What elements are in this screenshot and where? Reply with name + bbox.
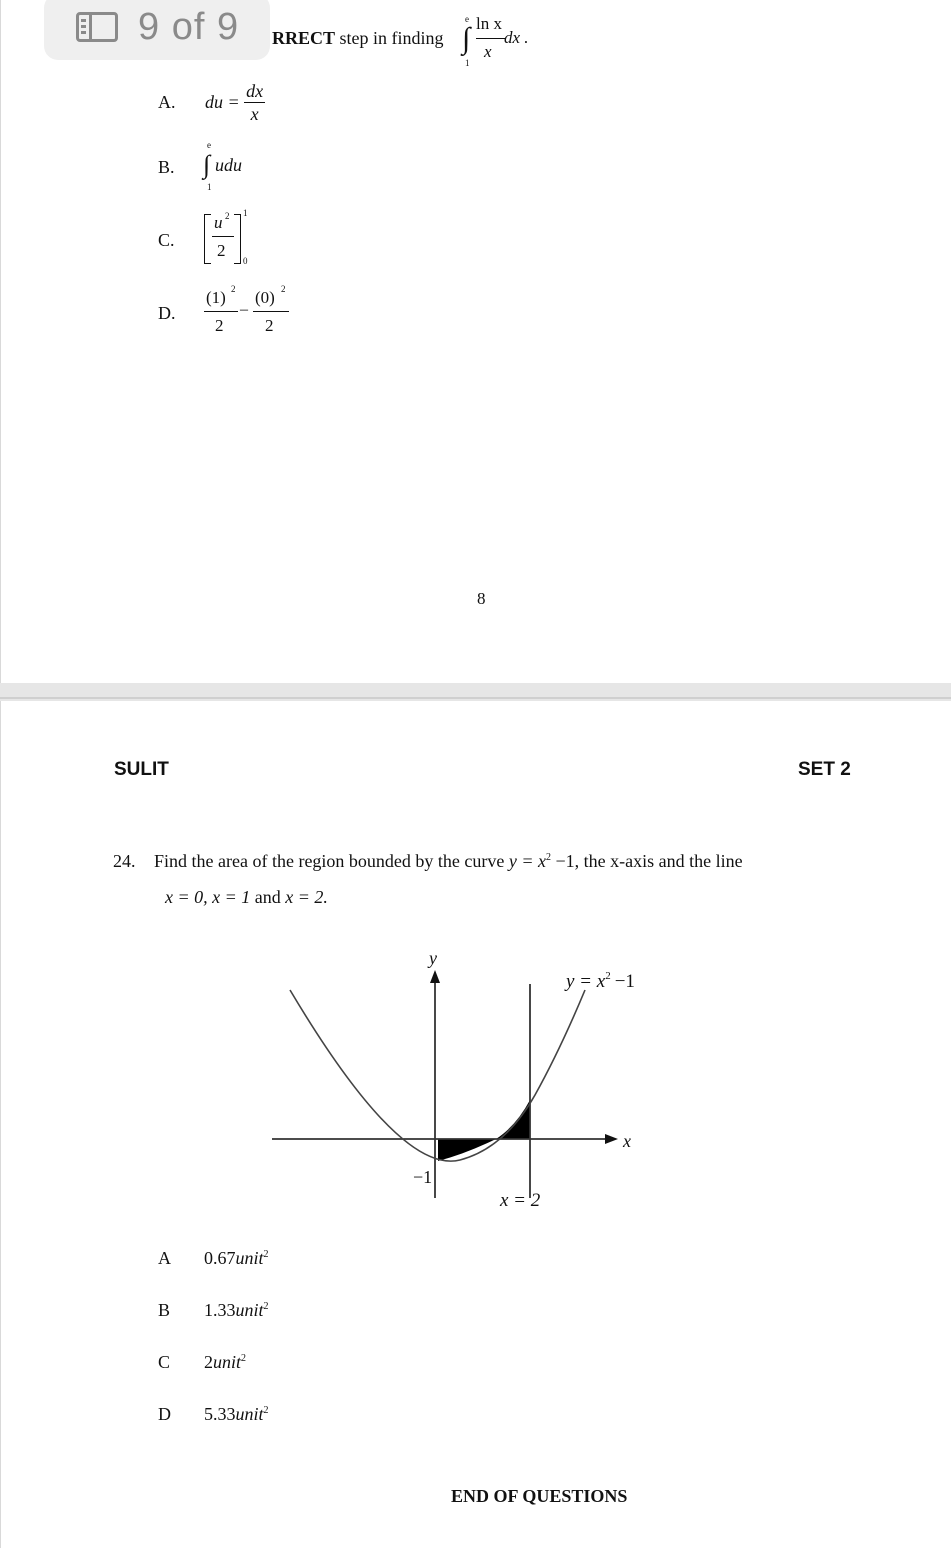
header-sulit: SULIT — [114, 759, 169, 780]
stem-integral: ∫ e 1 ln x x dx . — [462, 14, 529, 68]
answer-a-letter: A — [158, 1248, 171, 1268]
option-a-den: x — [250, 104, 259, 124]
stem-part2: the x-axis and the line — [583, 851, 743, 871]
answer-c[interactable] — [204, 1352, 246, 1373]
question-23-stem — [270, 28, 444, 49]
end-of-questions: END OF QUESTIONS — [451, 1486, 628, 1506]
stem-part1: Find the area of the region bounded by the curve — [154, 851, 505, 871]
answer-d[interactable] — [204, 1404, 269, 1425]
answer-c-exp: 2 — [241, 1353, 247, 1364]
option-b-letter: B. — [158, 157, 175, 177]
lines-and: and — [254, 887, 281, 907]
option-d-minus: – — [240, 301, 248, 318]
answer-d-letter: D — [158, 1404, 171, 1424]
option-d-num1: (1) — [206, 288, 226, 307]
answer-b-unit: unit — [235, 1300, 264, 1320]
lines-a: x = 0, x = 1 — [165, 887, 251, 907]
answer-c-value: 2 — [204, 1352, 213, 1372]
answer-a-value: 0.67 — [204, 1248, 236, 1268]
integral-upper: e — [465, 14, 469, 24]
answer-c-letter: C — [158, 1352, 171, 1372]
page-counter[interactable] — [44, 0, 270, 60]
option-c-num: u — [214, 213, 223, 232]
lines-b: x = 2. — [285, 887, 328, 907]
answer-d-unit: unit — [235, 1404, 264, 1424]
answer-b[interactable] — [204, 1300, 269, 1321]
option-c-math[interactable] — [200, 208, 260, 270]
integrand-tail: dx . — [504, 28, 529, 47]
x-axis-label: x — [623, 1131, 631, 1151]
answer-d-value: 5.33 — [204, 1404, 236, 1424]
option-a-letter: A. — [158, 92, 176, 112]
question-number: 24. — [113, 851, 136, 871]
option-b-lower: 1 — [207, 182, 212, 192]
shaded-region-above-axis — [496, 1100, 530, 1139]
answer-d-exp: 2 — [263, 1405, 269, 1416]
page-number: 8 — [477, 589, 486, 608]
option-d-exp2: 2 — [281, 284, 286, 294]
y-axis-label: y — [429, 948, 437, 968]
answer-b-value: 1.33 — [204, 1300, 236, 1320]
integrand-denominator: x — [484, 42, 492, 61]
option-d-math[interactable] — [204, 284, 304, 344]
option-c-den: 2 — [217, 241, 226, 260]
page-separator-line — [0, 697, 951, 699]
answer-c-unit: unit — [213, 1352, 242, 1372]
integral-lower: 1 — [465, 58, 470, 68]
option-d-den2: 2 — [265, 316, 274, 335]
option-a-lhs: du = — [205, 92, 240, 112]
answer-a-exp: 2 — [263, 1249, 269, 1260]
option-d-num2: (0) — [255, 288, 275, 307]
answer-b-exp: 2 — [263, 1301, 269, 1312]
parabola-curve — [290, 990, 585, 1161]
option-c-letter: C. — [158, 230, 175, 250]
option-c-upper: 1 — [243, 208, 248, 218]
line-label: x = 2 — [500, 1190, 541, 1211]
curve-exp: 2 — [546, 852, 552, 863]
answer-a[interactable] — [204, 1248, 269, 1269]
sidebar-icon[interactable] — [76, 12, 118, 42]
option-b-math[interactable]: ∫ e 1 udu — [203, 140, 242, 192]
tick-label-minus-1: −1 — [413, 1167, 433, 1187]
answer-a-unit: unit — [235, 1248, 264, 1268]
x-axis-arrow — [605, 1134, 618, 1144]
y-axis-arrow — [430, 970, 440, 983]
option-d-exp1: 2 — [231, 284, 236, 294]
answer-b-letter: B — [158, 1300, 171, 1320]
option-b-body: udu — [215, 155, 242, 175]
curve-rhs: −1, — [555, 851, 580, 871]
page-counter-label: 9 of 9 — [138, 5, 240, 48]
curve-lhs: y = x — [508, 851, 547, 871]
option-c-num-exp: 2 — [225, 211, 230, 221]
integrand-numerator: ln x — [476, 14, 502, 33]
page-edge — [0, 0, 1, 683]
stem-text: step in finding — [339, 28, 444, 48]
curve-label: $y = x^2 -1$ — [566, 970, 635, 992]
header-set: SET 2 — [798, 759, 851, 780]
parabola-graph — [260, 940, 700, 1230]
option-d-letter: D. — [158, 303, 176, 323]
page-edge — [0, 701, 1, 1548]
question-24-stem — [113, 851, 743, 872]
option-b-upper: e — [207, 140, 211, 150]
option-a-num: dx — [246, 81, 264, 101]
question-24-stem-line2 — [165, 887, 328, 908]
option-c-lower: 0 — [243, 256, 248, 266]
option-d-den1: 2 — [215, 316, 224, 335]
stem-prefix: RRECT — [272, 28, 336, 48]
option-a-math[interactable] — [205, 80, 265, 125]
